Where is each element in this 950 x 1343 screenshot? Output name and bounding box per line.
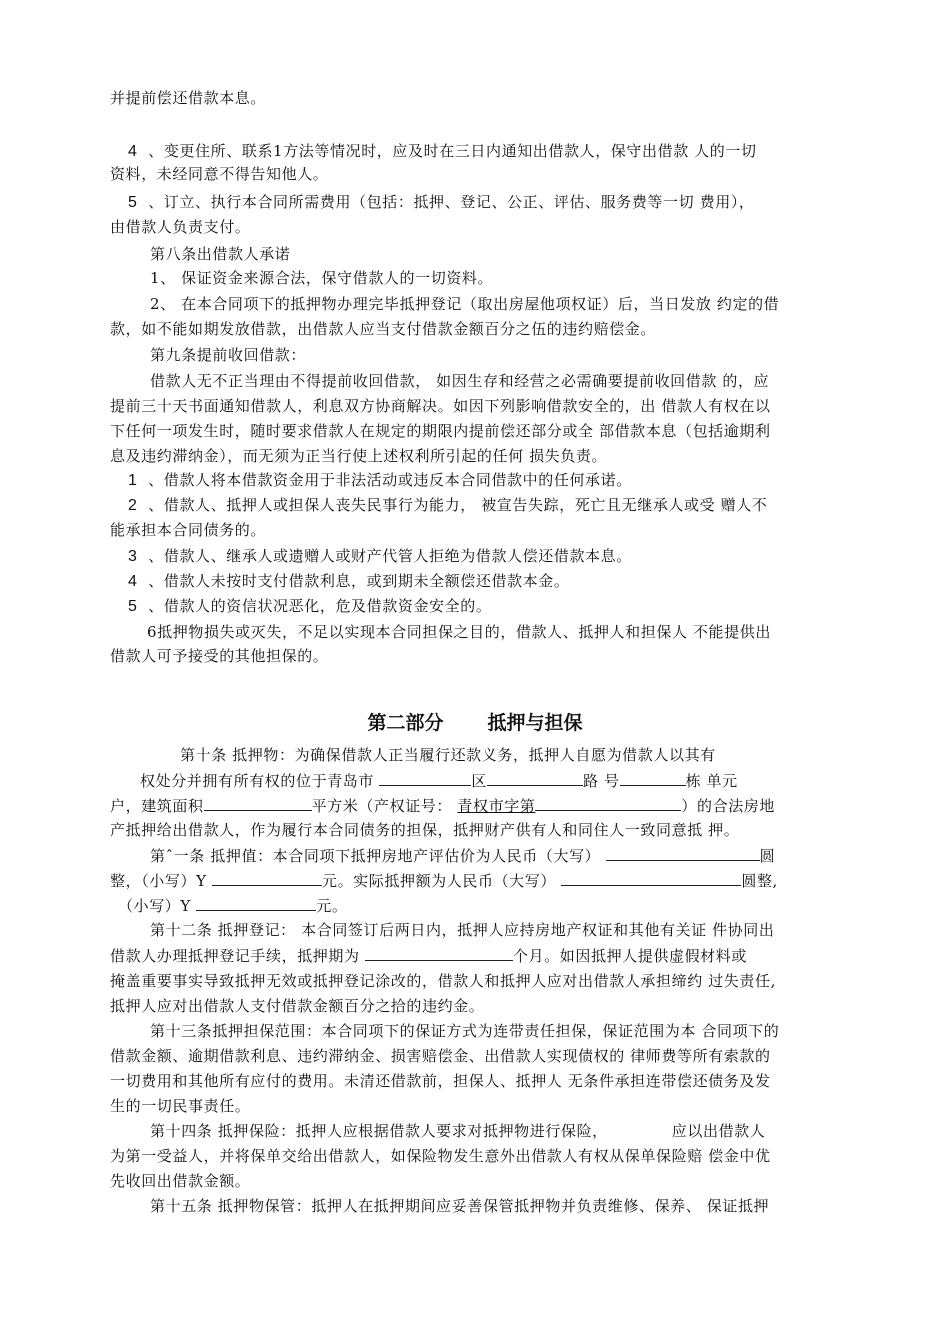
blank-field — [535, 797, 681, 811]
text-line: 第十四条 抵押保险：抵押人应根据借款人要求对抵押物进行保险， 应以出借款人 — [150, 1122, 766, 1140]
line-text: 、变更住所、联系1方法等情况时，应及时在三日内通知出借款人，保守出借款 人的一切 — [148, 142, 757, 160]
blank-field — [379, 772, 471, 786]
item-number: 5 — [128, 598, 138, 615]
text-line: 1、 保证资金来源合法，保守借款人的一切资料。 — [150, 269, 494, 287]
line-text: 、借款人、继承人或遗赠人或财产代管人拒绝为借款人偿还借款本息。 — [148, 547, 632, 565]
text-line — [128, 143, 757, 160]
text-line: 由借款人负责支付。 — [110, 218, 251, 236]
text-line — [128, 598, 491, 615]
text-line: 借款金额、逾期借款利息、违约滞纳金、损害赔偿金、出借款人实现债权的 律师费等所有索款的 — [110, 1047, 771, 1065]
line-text: 、订立、执行本合同所需费用（包括：抵押、登记、公正、评估、服务费等一切 费用）， — [148, 193, 755, 211]
text-line: 抵押人应对出借款人支付借款金额百分之拾的违约金。 — [110, 997, 485, 1015]
section-heading: 第八条出借款人承诺 — [150, 245, 291, 263]
text-line: 借款人无不正当理由不得提前收回借款， 如因生存和经营之必需确要提前收回借款 的，应 — [150, 372, 770, 390]
text-line: 借款人可予接受的其他担保的。 — [110, 647, 329, 665]
text-line: 提前三十天书面通知借款人，利息双方协商解决。如因下列影响借款安全的，出 借款人有权在以 — [110, 397, 771, 415]
text-line — [128, 573, 569, 590]
text-line — [128, 194, 755, 211]
text-line: 第十五条 抵押物保管：抵押人在抵押期间应妥善保管抵押物并负责维修、保养、 保证抵押 — [150, 1197, 770, 1215]
line-text: 、借款人未按时支付借款利息，或到期未全额偿还借款本金。 — [148, 572, 570, 590]
part-heading — [0, 708, 950, 735]
text-line: 2、 在本合同项下的抵押物办理完毕抵押登记（取出房屋他项权证）后，当日发放 约定的借 — [150, 295, 780, 313]
text-line: 先收回出借款金额。 — [110, 1172, 251, 1190]
text-line: 能承担本合同债务的。 — [110, 521, 267, 539]
item-number: 5 — [128, 194, 138, 211]
text-line: 为第一受益人，并将保单交给出借款人，如保险物发生意外出借款人有权从保单保险赔 偿金中优 — [110, 1147, 771, 1165]
item-number: 1 — [128, 472, 138, 489]
text-line: 产抵押给出借款人，作为履行本合同债务的担保，抵押财产供有人和同住人一致同意抵 押。 — [110, 821, 740, 839]
blank-field — [204, 797, 312, 811]
blank-field — [365, 947, 513, 961]
text-line: 户，建筑面积 平方米（产权证号： 青权市字第 ）的合法房地 — [110, 797, 776, 815]
text-line: 第十条 抵押物：为确保借款人正当履行还款义务，抵押人自愿为借款人以其有 — [180, 746, 716, 764]
item-number: 4 — [128, 573, 138, 590]
blank-field — [487, 772, 583, 786]
blank-field — [620, 772, 686, 786]
text-line: 第十三条抵押担保范围：本合同项下的保证方式为连带责任担保，保证范围为本 合同项下的 — [150, 1022, 780, 1040]
text-line: （小写）Y 元。 — [118, 897, 348, 915]
text-line: 第ˆ一条 抵押值：本合同项下抵押房地产评估价为人民币（大写） 圆 — [150, 847, 776, 865]
text-line — [128, 497, 767, 514]
text-line: 6抵押物损失或灭失，不足以实现本合同担保之目的，借款人、抵押人和担保人 不能提供出 — [147, 623, 771, 641]
certificate-number-field: 青权市字第 — [457, 797, 536, 815]
text-line: 息及违约滞纳金），而无须为正当行使上述权利所引起的任何 损失负责。 — [110, 447, 608, 465]
text-line: 整，（小写）Y 元。实际抵押额为人民币（大写） 圆整, — [110, 872, 778, 890]
text-line: 第十二条 抵押登记： 本合同签订后两日内，抵押人应持房地产权证和其他有关证 件协同出 — [150, 921, 775, 939]
blank-field — [606, 847, 760, 861]
item-number: 4 — [128, 143, 138, 160]
text-line: 并提前偿还借款本息。 — [110, 89, 267, 107]
part-label: 第二部分 — [367, 712, 444, 734]
text-line: 资料，未经同意不得告知他人。 — [110, 165, 329, 183]
text-line: 掩盖重要事实导致抵押无效或抵押登记涂改的，借款人和抵押人应对出借款人承担缔约 过失责任, — [110, 972, 776, 990]
text-line: 下任何一项发生时，随时要求借款人在规定的期限内提前偿还部分或全 部借款本息（包括逾期利 — [110, 422, 771, 440]
blank-field — [196, 897, 316, 911]
text-line: 生的一切民事责任。 — [110, 1097, 251, 1115]
text-line — [128, 548, 632, 565]
item-number: 2 — [128, 497, 138, 514]
blank-field — [212, 872, 322, 886]
blank-field — [561, 872, 741, 886]
part-title: 抵押与担保 — [487, 712, 583, 734]
line-text: 、借款人的资信状况恶化，危及借款资金安全的。 — [148, 597, 492, 615]
text-line: 一切费用和其他所有应付的费用。未清还借款前，担保人、抵押人 无条件承担连带偿还债务及发 — [110, 1072, 771, 1090]
line-text: 、借款人将本借款资金用于非法活动或违反本合同借款中的任何承诺。 — [148, 471, 632, 489]
text-line — [128, 472, 632, 489]
line-text: 、借款人、抵押人或担保人丧失民事行为能力， 被宣告失踪，死亡且无继承人或受 赠人不 — [148, 496, 768, 514]
section-heading: 第九条提前收回借款： — [150, 346, 307, 364]
text-line: 款，如不能如期发放借款，出借款人应当支付借款金额百分之伍的违约赔偿金。 — [110, 320, 657, 338]
item-number: 3 — [128, 548, 138, 565]
text-line: 借款人办理抵押登记手续，抵押期为 个月。如因抵押人提供虚假材料或 — [110, 947, 747, 965]
text-line: 权处分并拥有所有权的位于青岛市 区 路 号 栋 单元 — [140, 772, 738, 790]
